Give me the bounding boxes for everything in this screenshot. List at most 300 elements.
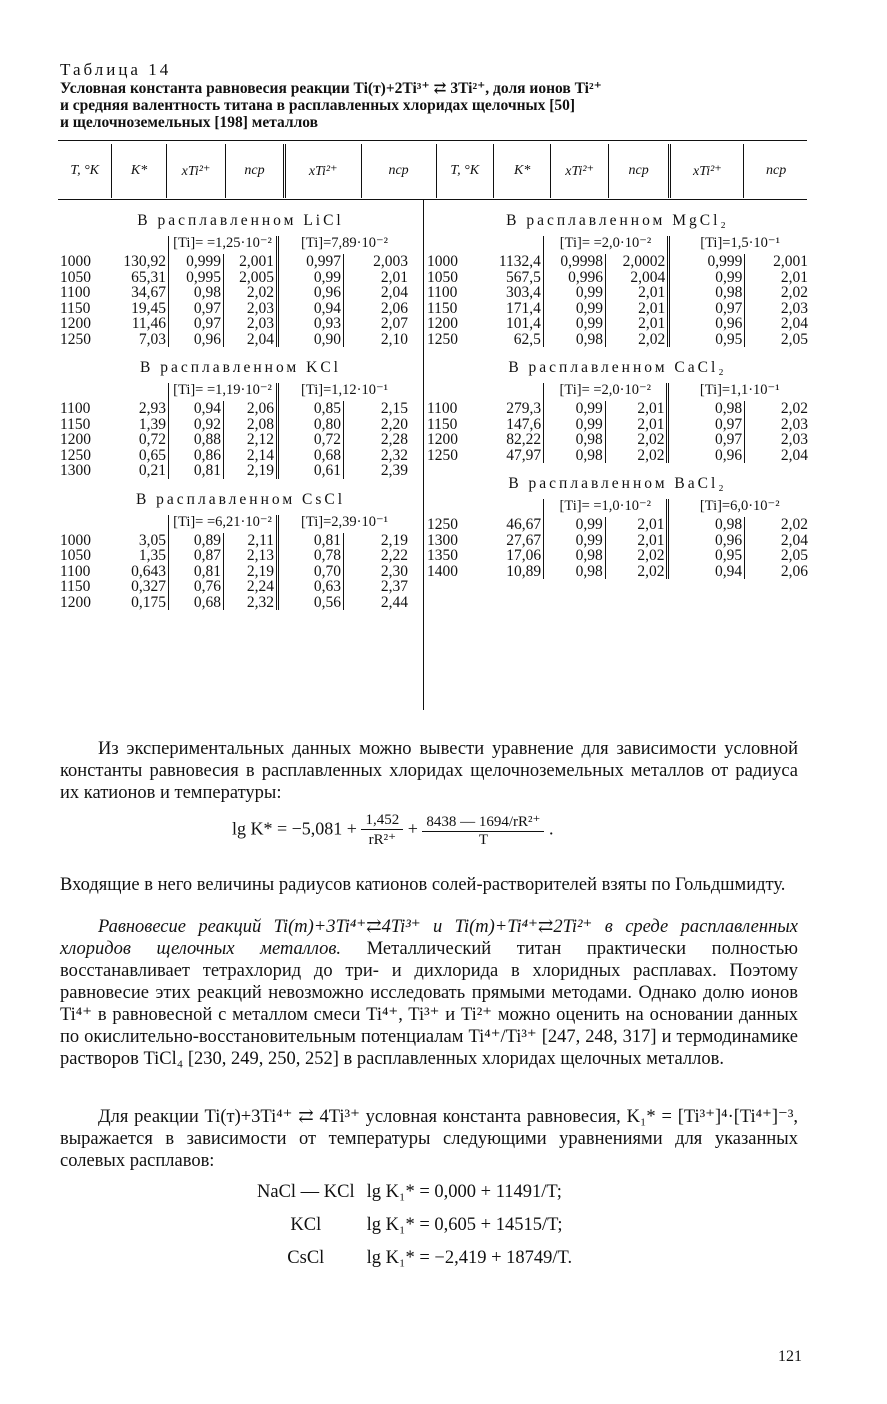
- table-cell: 2,12: [224, 432, 278, 448]
- table-cell: 0,87: [169, 548, 224, 564]
- table-cell: 1250: [427, 446, 458, 464]
- table-cell: 0,76: [169, 579, 224, 595]
- table-row: [58, 595, 410, 611]
- table-cell: 0,98: [543, 332, 605, 348]
- table-cell: 1150: [427, 415, 458, 433]
- table-row: [58, 301, 410, 317]
- equation-text: lg K₁* = 0,000 + 11491/T;: [366, 1182, 562, 1202]
- table-cell: 2,04: [224, 332, 278, 348]
- table-cell: 1300: [427, 531, 458, 549]
- empty-cell: [58, 515, 169, 533]
- table-cell: 2,32: [224, 595, 278, 611]
- table-row: [58, 270, 410, 286]
- header-cell: T, °K: [58, 144, 112, 198]
- table-cell: 0,94: [169, 401, 224, 417]
- table-cell: 1250: [60, 330, 91, 348]
- header-cell: xTi²⁺: [166, 144, 226, 198]
- concentration-row: [58, 515, 410, 533]
- table-cell: 0,96: [668, 533, 745, 549]
- paragraph-3-italic: Равновесие реакций Ti(т)+3Ti⁴⁺⇄4Ti³⁺ и Ti(т)+Ti⁴⁺⇄2Ti²⁺ в среде расплавленных хлоридов щелочных металлов.: [60, 917, 798, 959]
- table-cell: 0,99: [544, 517, 606, 533]
- table-cell: 1100: [427, 400, 458, 417]
- table-cell: 1,35: [114, 548, 169, 564]
- table-cell: 1250: [60, 446, 91, 464]
- table-cell: 0,68: [169, 595, 224, 611]
- equation-text: lg K₁* = −2,419 + 18749/T.: [366, 1248, 573, 1268]
- table-cell: 1100: [60, 284, 91, 301]
- table-cell: 1000: [427, 253, 458, 270]
- table-cell: 2,19: [224, 463, 278, 479]
- concentration-row: [58, 236, 410, 254]
- table-cell: 2,03: [224, 301, 278, 317]
- table-row: [425, 417, 810, 433]
- table-cell: 0,96: [169, 332, 224, 348]
- table-label: Таблица 14: [60, 60, 172, 79]
- concentration-1: [Ti]= =2,0·10⁻²: [544, 383, 668, 401]
- table-cell: 1250: [427, 516, 458, 533]
- table-cell: 0,97: [668, 432, 745, 448]
- table-cell: 0,88: [169, 432, 224, 448]
- table-cell: 0,95: [669, 332, 745, 348]
- table-cell: 0,97: [169, 316, 224, 332]
- header-cell: K*: [112, 144, 166, 198]
- table-cell: 2,06: [780, 562, 808, 580]
- table-cell: 1350: [427, 547, 458, 564]
- table-cell: 2,39: [380, 462, 408, 479]
- table-cell: 0,999: [169, 254, 224, 270]
- table-cell: 0,99: [544, 533, 606, 549]
- block-table: [425, 499, 810, 579]
- table-cell: 0,98: [169, 285, 224, 301]
- table-cell: 0,98: [544, 432, 606, 448]
- concentration-row: [425, 499, 810, 517]
- table-cell: 1000: [60, 531, 91, 549]
- table-cell: 2,05: [780, 547, 808, 564]
- table-cell: 0,98: [544, 564, 606, 580]
- table-cell: 2,03: [780, 299, 808, 317]
- fraction-1-numerator: 1,452: [361, 812, 403, 830]
- table-cell: 0,643: [114, 564, 169, 580]
- table-row: [58, 548, 410, 564]
- table-cell: 2,0002: [606, 254, 669, 270]
- table-row: [58, 417, 410, 433]
- header-cell: nср: [766, 163, 787, 178]
- table-cell: 2,01: [606, 285, 669, 301]
- table-cell: 1100: [60, 562, 91, 580]
- table-cell: 0,94: [668, 564, 745, 580]
- table-cell: 0,89: [169, 533, 224, 549]
- empty-cell: [425, 236, 543, 254]
- caption-line-3: и щелочноземельных [198] металлов: [60, 114, 319, 131]
- table-row: [425, 254, 810, 270]
- table-cell: 0,63: [278, 579, 344, 595]
- table-cell: 0,90: [278, 332, 344, 348]
- table-header: [58, 144, 808, 198]
- table-cell: 2,01: [605, 517, 668, 533]
- equation-salt: CsCl: [287, 1248, 325, 1268]
- table-cell: 2,01: [605, 401, 668, 417]
- table-cell: 0,97: [669, 301, 745, 317]
- table-cell: 0,68: [278, 448, 344, 464]
- table-cell: 1150: [60, 299, 91, 317]
- table-cell: 0,80: [278, 417, 344, 433]
- concentration-row: [425, 236, 810, 254]
- table-cell: 47,97: [482, 448, 544, 464]
- empty-cell: [58, 236, 169, 254]
- table-cell: 2,04: [780, 446, 808, 464]
- table-cell: 2,22: [380, 547, 408, 564]
- table-cell: 101,4: [482, 316, 544, 332]
- table-cell: 46,67: [482, 517, 544, 533]
- block-table: [58, 515, 410, 611]
- table-cell: 0,327: [114, 579, 169, 595]
- table-cell: 0,86: [169, 448, 224, 464]
- table-cell: 0,99: [543, 285, 605, 301]
- equation-lgk: [232, 812, 553, 849]
- table-cell: 1050: [427, 268, 458, 286]
- paragraph-4: Для реакции Ti(т)+3Ti⁴⁺ ⇄ 4Ti³⁺ условная константа равновесия, K₁* = [Ti³⁺]⁴·[Ti⁴⁺]⁻³, выражается в зависимости от температуры следующими уравнениями для указанных солевых расплавов:: [60, 1107, 798, 1171]
- table-cell: 2,001: [773, 253, 808, 270]
- equation-end: .: [548, 818, 554, 839]
- table-cell: 1200: [427, 431, 458, 448]
- table-cell: 0,98: [669, 285, 745, 301]
- table-cell: 171,4: [482, 301, 544, 317]
- equation-plus: +: [407, 818, 418, 839]
- table-row: [425, 517, 810, 533]
- table-cell: 0,98: [544, 548, 606, 564]
- table-row: [425, 548, 810, 564]
- table-row: [425, 432, 810, 448]
- block-table: [58, 236, 410, 347]
- table-cell: 65,31: [114, 270, 169, 286]
- table-cell: 303,4: [482, 285, 544, 301]
- table-cell: 2,03: [780, 431, 808, 448]
- concentration-2: [Ti]=1,12·10⁻¹: [301, 382, 388, 398]
- table-cell: 0,85: [278, 401, 344, 417]
- fraction-2-numerator: 8438 — 1694/rR²⁺: [422, 812, 544, 832]
- table-right-column: [425, 200, 810, 581]
- table-cell: 2,02: [780, 400, 808, 417]
- table-caption: [60, 80, 820, 131]
- table-cell: 19,45: [114, 301, 169, 317]
- table-cell: 2,11: [224, 533, 278, 549]
- table-cell: 2,02: [780, 516, 808, 533]
- table-cell: 1000: [60, 253, 91, 270]
- concentration-1: [Ti]= =1,25·10⁻²: [169, 236, 278, 254]
- header-cell: nср: [608, 144, 670, 198]
- block-table: [425, 383, 810, 463]
- table-row: [58, 432, 410, 448]
- table-cell: 0,175: [114, 595, 169, 611]
- table-cell: 62,5: [482, 332, 544, 348]
- table-cell: 2,04: [380, 284, 408, 301]
- table-cell: 17,06: [482, 548, 544, 564]
- table-cell: 2,01: [606, 301, 669, 317]
- equation-text: lg K₁* = 0,605 + 14515/T;: [366, 1215, 563, 1235]
- table-block: [58, 491, 423, 611]
- table-cell: 34,67: [114, 285, 169, 301]
- table-row: [58, 316, 410, 332]
- empty-cell: [58, 383, 169, 401]
- table-cell: 0,81: [169, 564, 224, 580]
- table-cell: 2,01: [780, 268, 808, 286]
- block-title: В расплавленном KCl: [140, 359, 341, 376]
- table-cell: 2,44: [380, 593, 408, 611]
- block-title: В расплавленном CaCl₂: [508, 359, 727, 376]
- table-row: [58, 285, 410, 301]
- table-row: [425, 285, 810, 301]
- table-cell: 1200: [60, 593, 91, 611]
- table-cell: 2,19: [224, 564, 278, 580]
- table-cell: 10,89: [482, 564, 544, 580]
- concentration-1: [Ti]= =1,19·10⁻²: [169, 383, 278, 401]
- header-cell: xTi²⁺: [551, 144, 608, 198]
- table-cell: 0,61: [278, 463, 344, 479]
- table-cell: 0,65: [114, 448, 169, 464]
- table-cell: 2,05: [780, 330, 808, 348]
- table-cell: 2,37: [380, 578, 408, 595]
- fraction-2: [422, 812, 544, 849]
- table-cell: 2,01: [605, 533, 668, 549]
- paragraph-3: [60, 916, 798, 1070]
- table-cell: 0,9998: [543, 254, 605, 270]
- paragraph-2: Входящие в него величины радиусов катионов солей-растворителей взяты по Гольдшмидту.: [60, 875, 786, 895]
- table-cell: 1200: [60, 431, 91, 448]
- table-cell: 1132,4: [482, 254, 544, 270]
- table-left-column: [58, 200, 423, 612]
- table-cell: 2,003: [373, 253, 408, 270]
- table-row: [425, 564, 810, 580]
- table-cell: 2,02: [605, 548, 668, 564]
- table-cell: 1400: [427, 562, 458, 580]
- table-cell: 0,99: [278, 270, 344, 286]
- table-cell: 2,03: [224, 316, 278, 332]
- table-cell: 1150: [60, 415, 91, 433]
- concentration-1: [Ti]= =2,0·10⁻²: [543, 236, 668, 254]
- table-cell: 0,99: [543, 301, 605, 317]
- table-cell: 0,97: [169, 301, 224, 317]
- table-row: [58, 463, 410, 479]
- table-column-separator: [423, 200, 424, 710]
- table-cell: 2,01: [606, 316, 669, 332]
- equation-lhs: lg K* = −5,081 +: [232, 818, 357, 839]
- empty-cell: [425, 499, 544, 517]
- equation-row: [257, 1177, 582, 1208]
- block-title: В расплавленном BaCl₂: [508, 475, 727, 492]
- table-row: [58, 564, 410, 580]
- header-cell: T, °K: [436, 144, 493, 198]
- table-cell: 2,10: [380, 330, 408, 348]
- table-cell: 0,997: [278, 254, 344, 270]
- table-cell: 1100: [60, 400, 91, 417]
- table-row: [58, 579, 410, 595]
- table-cell: 147,6: [482, 417, 544, 433]
- block-title: В расплавленном LiCl: [137, 212, 344, 229]
- table-row: [425, 316, 810, 332]
- table-cell: 2,06: [224, 401, 278, 417]
- table-block: [425, 212, 810, 347]
- header-cell: xTi²⁺: [670, 144, 744, 198]
- table-block: [425, 359, 810, 463]
- table-row: [425, 332, 810, 348]
- table-cell: 2,001: [224, 254, 278, 270]
- table-cell: 0,995: [169, 270, 224, 286]
- table-cell: 1050: [60, 547, 91, 564]
- table-cell: 1150: [427, 299, 458, 317]
- table-cell: 2,19: [380, 531, 408, 549]
- table-cell: 1300: [60, 462, 91, 479]
- table-cell: 0,99: [543, 316, 605, 332]
- table-cell: 2,32: [380, 446, 408, 464]
- table-cell: 11,46: [114, 316, 169, 332]
- table-cell: 1100: [427, 284, 458, 301]
- table-block: [58, 212, 423, 347]
- block-table: [425, 236, 810, 347]
- table-cell: 2,15: [380, 400, 408, 417]
- concentration-2: [Ti]=7,89·10⁻²: [301, 235, 388, 251]
- table-cell: 3,05: [114, 533, 169, 549]
- table-cell: 2,01: [380, 268, 408, 286]
- table-cell: 2,06: [380, 299, 408, 317]
- fraction-1: [361, 812, 403, 849]
- block-title: В расплавленном MgCl₂: [506, 212, 729, 229]
- table-cell: 2,28: [380, 431, 408, 448]
- table-cell: 0,98: [544, 448, 606, 464]
- header-cell: nср: [226, 144, 284, 198]
- table-cell: 2,004: [606, 270, 669, 286]
- equation-salt: KCl: [290, 1215, 322, 1235]
- table-cell: 0,72: [114, 432, 169, 448]
- concentration-row: [425, 383, 810, 401]
- table-cell: 1200: [60, 315, 91, 332]
- table-cell: 2,07: [380, 315, 408, 332]
- concentration-2: [Ti]=1,5·10⁻¹: [700, 235, 780, 251]
- table-cell: 0,96: [278, 285, 344, 301]
- fraction-2-denominator: T: [478, 832, 488, 848]
- concentration-2: [Ti]=1,1·10⁻¹: [699, 382, 780, 398]
- table-cell: 2,02: [605, 448, 668, 464]
- table-cell: 0,94: [278, 301, 344, 317]
- table-cell: 2,02: [224, 285, 278, 301]
- table-cell: 2,14: [224, 448, 278, 464]
- table-cell: 0,93: [278, 316, 344, 332]
- table-cell: 1,39: [114, 417, 169, 433]
- table-row: [58, 401, 410, 417]
- paragraph-3-rest: Металлический титан практически полностью восстанавливает тетрахлорид до три- и дихлорида в хлоридных расплавах. Поэтому равновесие этих реакций невозможно исследовать прямыми методами. Однако долю ионов Ti⁴⁺ в равновесной с металлом смеси Ti⁴⁺, Ti³⁺ и Ti²⁺ можно оценить на основании данных по окислительно-восстановительным потенциалам Ti⁴⁺/Ti³⁺ [247, 248, 317] и термодинамике растворов TiCl₄ [230, 249, 250, 252] в расплавленных хлоридах щелочных металлов.: [60, 939, 798, 1069]
- table-cell: 0,81: [278, 533, 344, 549]
- page-number: 121: [778, 1348, 802, 1365]
- table-row: [425, 401, 810, 417]
- concentration-row: [58, 383, 410, 401]
- table-row: [425, 270, 810, 286]
- fraction-1-denominator: rR²⁺: [368, 832, 397, 848]
- table-cell: 1050: [60, 268, 91, 286]
- table-cell: 0,92: [169, 417, 224, 433]
- table-cell: 279,3: [482, 401, 544, 417]
- table-cell: 0,996: [543, 270, 605, 286]
- table-cell: 2,20: [380, 415, 408, 433]
- table-cell: 567,5: [482, 270, 544, 286]
- block-table: [58, 383, 410, 479]
- table-block: [425, 475, 810, 579]
- table-cell: 0,99: [544, 417, 606, 433]
- table-cell: 0,97: [668, 417, 745, 433]
- paragraph-1: Из экспериментальных данных можно вывести уравнение для зависимости условной константы равновесия в расплавленных хлоридах щелочноземельных металлов от радиуса их катионов и температуры:: [60, 739, 798, 803]
- caption-line-2: и средняя валентность титана в расплавленных хлоридах щелочных [50]: [60, 97, 576, 114]
- header-cell: K*: [493, 144, 550, 198]
- table-cell: 0,81: [169, 463, 224, 479]
- table-cell: 0,21: [114, 463, 169, 479]
- table-cell: 0,98: [668, 517, 745, 533]
- table-row: [58, 448, 410, 464]
- table-cell: 82,22: [482, 432, 544, 448]
- table-row: [425, 448, 810, 464]
- table-row: [425, 301, 810, 317]
- table-cell: 2,01: [605, 417, 668, 433]
- table-cell: 2,02: [605, 432, 668, 448]
- equation-row: [257, 1243, 582, 1274]
- table-cell: 0,70: [278, 564, 344, 580]
- empty-cell: [425, 383, 544, 401]
- table-cell: 2,04: [780, 531, 808, 549]
- table-cell: 0,72: [278, 432, 344, 448]
- equation-list: [255, 1175, 584, 1276]
- table-cell: 1150: [60, 578, 91, 595]
- table-cell: 2,08: [224, 417, 278, 433]
- table-cell: 0,78: [278, 548, 344, 564]
- concentration-1: [Ti]= =1,0·10⁻²: [544, 499, 668, 517]
- table-cell: 1200: [427, 315, 458, 332]
- table-row: [58, 332, 410, 348]
- equation-row: [257, 1210, 582, 1241]
- table-cell: 0,95: [668, 548, 745, 564]
- equation-salt: NaCl — KCl: [257, 1182, 355, 1202]
- table-row: [425, 533, 810, 549]
- table-cell: 2,04: [780, 315, 808, 332]
- caption-line-1: Условная константа равновесия реакции Ti(т)+2Ti³⁺ ⇄ 3Ti²⁺, доля ионов Ti²⁺: [60, 80, 602, 97]
- table-cell: 0,99: [669, 270, 745, 286]
- header-cell: xTi²⁺: [284, 144, 361, 198]
- table-cell: 0,999: [669, 254, 745, 270]
- table-cell: 0,96: [668, 448, 745, 464]
- table-cell: 0,99: [544, 401, 606, 417]
- table-cell: 2,02: [605, 564, 668, 580]
- block-title: В расплавленном CsCl: [135, 490, 346, 508]
- table-cell: 2,02: [606, 332, 669, 348]
- table-cell: 2,13: [224, 548, 278, 564]
- concentration-1: [Ti]= =6,21·10⁻²: [169, 515, 278, 533]
- table-cell: 0,56: [278, 595, 344, 611]
- concentration-2: [Ti]=2,39·10⁻¹: [301, 513, 388, 530]
- table-cell: 7,03: [114, 332, 169, 348]
- header-cell: nср: [361, 144, 436, 198]
- table-cell: 0,98: [668, 401, 745, 417]
- table-cell: 1250: [427, 330, 458, 348]
- concentration-2: [Ti]=6,0·10⁻²: [699, 498, 780, 514]
- table-row: [58, 533, 410, 549]
- table-cell: 2,02: [780, 284, 808, 301]
- table-cell: 2,93: [114, 401, 169, 417]
- table-cell: 2,30: [380, 562, 408, 580]
- table-cell: 2,005: [224, 270, 278, 286]
- table-cell: 130,92: [114, 254, 169, 270]
- table-cell: 2,03: [780, 415, 808, 433]
- table-cell: 2,24: [224, 579, 278, 595]
- table-cell: 27,67: [482, 533, 544, 549]
- table-cell: 0,96: [669, 316, 745, 332]
- table-top-rule: [58, 140, 807, 141]
- table-block: [58, 359, 423, 479]
